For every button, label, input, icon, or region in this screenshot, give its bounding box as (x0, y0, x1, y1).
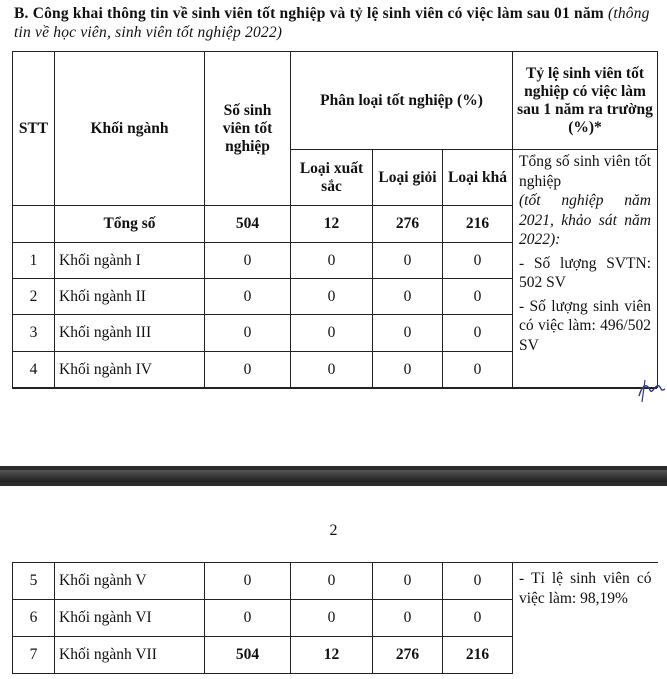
row-gioi: 0 (373, 315, 443, 352)
row-so-sv: 0 (205, 563, 291, 600)
row-stt: 4 (13, 352, 55, 388)
signature-mark (636, 372, 666, 406)
row-xuat-sac: 12 (291, 637, 373, 674)
section-title: B. Công khai thông tin về sinh viên tốt nghiệp và tỷ lệ sinh viên có việc làm sau 01 năm (14, 5, 604, 22)
total-so-sv: 504 (205, 206, 291, 243)
header-stt: STT (13, 52, 55, 206)
total-xuat-sac: 12 (291, 206, 373, 243)
row-xuat-sac: 0 (291, 279, 373, 315)
page-number: 2 (329, 522, 338, 539)
row-so-sv: 0 (205, 600, 291, 637)
total-gioi: 276 (373, 206, 443, 243)
row-so-sv: 0 (205, 279, 291, 315)
row-stt: 7 (13, 637, 55, 674)
row-gioi: 276 (373, 637, 443, 674)
row-xuat-sac: 0 (291, 315, 373, 352)
row-gioi: 0 (373, 279, 443, 315)
header-ty-le: Tỷ lệ sinh viên tốt nghiệp có việc làm sau 1 năm ra trường (%)* (513, 52, 658, 150)
row-name: Khối ngành I (55, 243, 205, 279)
row-stt: 2 (13, 279, 55, 315)
row-kha: 0 (443, 352, 513, 388)
row-kha: 0 (443, 563, 513, 600)
row-stt: 6 (13, 600, 55, 637)
section-heading (14, 4, 659, 42)
header-kha: Loại khá (443, 150, 513, 206)
row-kha: 0 (443, 315, 513, 352)
row-gioi: 0 (373, 600, 443, 637)
page-separator (0, 466, 667, 486)
note-line: - Số lượng SVTN: 502 SV (519, 254, 651, 291)
graduates-table-page1 (12, 51, 658, 388)
note-line: - Số lượng sinh viên có việc làm: 496/502 SV (519, 297, 651, 354)
total-label: Tổng số (55, 206, 205, 243)
row-name: Khối ngành II (55, 279, 205, 315)
row-name: Khối ngành III (55, 315, 205, 352)
header-khoi-nganh: Khối ngành (55, 52, 205, 206)
graduates-table-page2 (12, 562, 658, 674)
header-phan-loai: Phân loại tốt nghiệp (%) (291, 52, 513, 150)
employment-note (513, 150, 658, 388)
row-so-sv: 0 (205, 315, 291, 352)
row-name: Khối ngành VII (55, 637, 205, 674)
row-so-sv: 0 (205, 352, 291, 388)
row-kha: 0 (443, 600, 513, 637)
row-name: Khối ngành V (55, 563, 205, 600)
header-so-sinh-vien: Số sinh viên tốt nghiệp (205, 52, 291, 206)
header-gioi: Loại giỏi (373, 150, 443, 206)
row-name: Khối ngành IV (55, 352, 205, 388)
row-kha: 216 (443, 637, 513, 674)
row-name: Khối ngành VI (55, 600, 205, 637)
note-line: - Tỉ lệ sinh viên có việc làm: 98,19% (519, 570, 652, 607)
row-xuat-sac: 0 (291, 352, 373, 388)
row-gioi: 0 (373, 243, 443, 279)
total-kha: 216 (443, 206, 513, 243)
row-gioi: 0 (373, 563, 443, 600)
row-kha: 0 (443, 243, 513, 279)
row-xuat-sac: 0 (291, 600, 373, 637)
row-xuat-sac: 0 (291, 563, 373, 600)
note-line: Tổng số sinh viên tốt nghiệp (519, 153, 651, 190)
table-row (13, 563, 658, 600)
employment-note-continued (513, 563, 658, 674)
row-xuat-sac: 0 (291, 243, 373, 279)
row-stt: 1 (13, 243, 55, 279)
row-stt: 3 (13, 315, 55, 352)
row-kha: 0 (443, 279, 513, 315)
row-stt: 5 (13, 563, 55, 600)
note-line: (tốt nghiệp năm 2021, khảo sát năm 2022): (519, 192, 651, 248)
row-so-sv: 504 (205, 637, 291, 674)
page-bottom-edge (12, 388, 657, 389)
header-xuat-sac: Loại xuất sắc (291, 150, 373, 206)
section-subtitle: (thông tin về học viên, sinh viên tốt nghiệp 2022) (14, 5, 650, 41)
row-gioi: 0 (373, 352, 443, 388)
row-so-sv: 0 (205, 243, 291, 279)
